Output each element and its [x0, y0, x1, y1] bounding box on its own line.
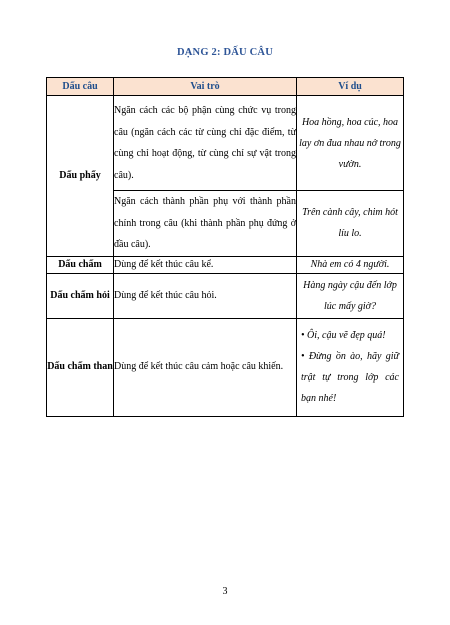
row-example-dau-cham-than	[297, 318, 404, 416]
row-example-dau-cham: Nhà em có 4 người.	[297, 256, 404, 273]
row-name-dau-cham-than: Dấu chấm than	[47, 318, 114, 416]
punctuation-table	[46, 77, 404, 417]
page-title: DẠNG 2: DẤU CÂU	[176, 47, 274, 58]
row-name-dau-cham-hoi: Dấu chấm hỏi	[47, 273, 114, 318]
row-role-dau-phay-1: Ngăn cách các bộ phận cùng chức vụ trong câu (ngăn cách các từ cùng chỉ đặc điểm, từ cùng chỉ hoạt động, từ cùng chỉ sự vật trong câu).	[114, 96, 297, 191]
table-row	[47, 273, 404, 318]
row-role-dau-cham: Dùng để kết thúc câu kể.	[114, 256, 297, 273]
row-example-dau-phay-1: Hoa hồng, hoa cúc, hoa lay ơn đua nhau nở trong vườn.	[297, 96, 404, 191]
row-example-dau-cham-hoi: Hàng ngày cậu đến lớp lúc mấy giờ?	[297, 273, 404, 318]
row-example-dau-phay-2: Trên cành cây, chim hót líu lo.	[297, 191, 404, 257]
row-role-dau-cham-than: Dùng để kết thúc câu cảm hoặc câu khiến.	[114, 318, 297, 416]
header-vi-du: Ví dụ	[297, 78, 404, 96]
page-number: 3	[222, 586, 228, 597]
header-vai-tro: Vai trò	[114, 78, 297, 96]
table-header-row	[47, 78, 404, 96]
example-bullet-1: • Ôi, cậu vẽ đẹp quá!	[301, 330, 386, 341]
row-name-dau-cham: Dấu chấm	[47, 256, 114, 273]
row-name-dau-phay: Dấu phẩy	[47, 96, 114, 257]
row-role-dau-phay-2: Ngăn cách thành phần phụ với thành phần chính trong câu (khi thành phần phụ đứng ở đầu câu).	[114, 191, 297, 257]
example-bullet-2: • Đừng ồn ào, hãy giữ trật tự trong lớp các bạn nhé!	[301, 351, 399, 404]
row-role-dau-cham-hoi: Dùng để kết thúc câu hỏi.	[114, 273, 297, 318]
table-row	[47, 96, 404, 191]
table-row	[47, 318, 404, 416]
table-row	[47, 256, 404, 273]
header-dau-cau: Dấu câu	[47, 78, 114, 96]
